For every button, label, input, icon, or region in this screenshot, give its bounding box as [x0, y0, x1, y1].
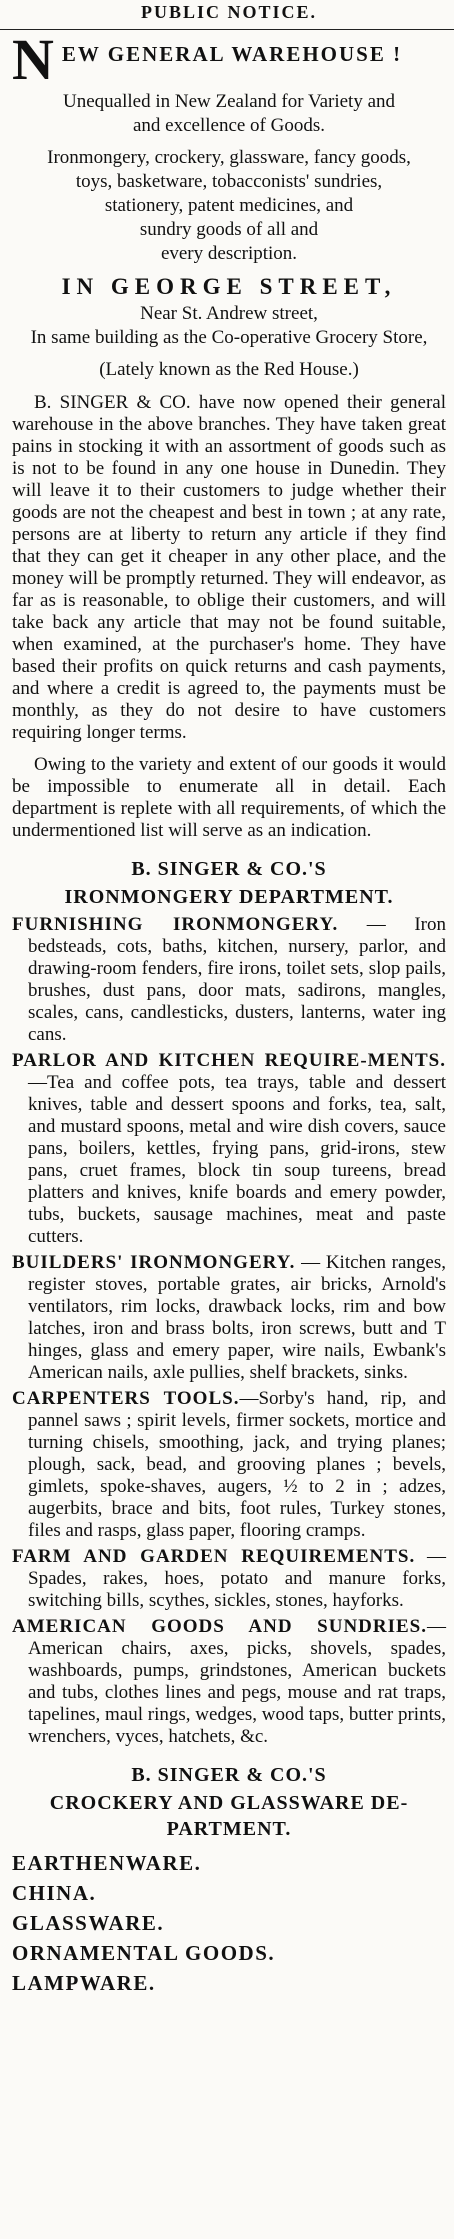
location-block	[12, 274, 446, 382]
intro-line-2: and excellence of Goods.	[132, 115, 326, 136]
goods-line-4: sundry goods of all and	[139, 219, 319, 240]
item-builders	[12, 1252, 446, 1384]
building-line: In same building as the Co-operative Grocery Store,	[30, 327, 428, 348]
item-american	[12, 1616, 446, 1748]
item-text: —Spades, rakes, hoes, potato and manure forks, switching bills, scythes, sickles, stones, hayforks.	[28, 1546, 446, 1611]
formerly-line: (Lately known as the Red House.)	[99, 359, 359, 380]
item-title: FURNISHING IRONMONGERY.	[12, 914, 339, 935]
top-rule	[0, 29, 454, 30]
crockery-heading-block	[12, 1762, 446, 1842]
list-item: CHINA.	[12, 1881, 97, 1905]
public-notice-heading: PUBLIC NOTICE.	[140, 2, 318, 22]
item-title: FARM AND GARDEN REQUIREMENTS.	[12, 1546, 416, 1567]
street-heading: IN GEORGE STREET,	[61, 274, 397, 299]
crockery-list	[12, 1848, 446, 1998]
item-title: AMERICAN GOODS AND SUNDRIES.	[12, 1616, 427, 1637]
item-farm-garden	[12, 1546, 446, 1612]
item-text: — Iron bedsteads, cots, baths, kitchen, nursery, parlor, and drawing-room fenders, fire irons, toilet sets, slop pails, brushes, dust pans, door mats, sadirons, mangles, scales, cans, candlesticks, dusters, lanterns, water ing cans.	[28, 914, 447, 1045]
crockery-heading-2: CROCKERY AND GLASSWARE DE-PARTMENT.	[49, 1792, 409, 1840]
item-title: CARPENTERS TOOLS.	[12, 1388, 240, 1409]
item-carpenters	[12, 1388, 446, 1542]
ironmongery-heading-2: IRONMONGERY DEPARTMENT.	[64, 886, 394, 908]
list-item: GLASSWARE.	[12, 1911, 165, 1935]
near-line: Near St. Andrew street,	[140, 303, 318, 324]
goods-line-1: Ironmongery, crockery, glassware, fancy goods,	[47, 147, 411, 168]
ironmongery-heading-block	[12, 856, 446, 910]
item-title: PARLOR AND KITCHEN REQUIRE-MENTS.	[12, 1050, 446, 1071]
paragraph-1: B. SINGER & CO. have now opened their general warehouse in the above branches. They have taken great pains in stocking it with an assortment of goods such as is not to be found in any one house in Dunedin. They will leave it to their customers to judge whether their goods are not the cheapest and best in town ; at any rate, persons are at liberty to return any article if they find that they can get it cheaper in any other place, and the money will be promptly returned. They will endeavor, as far as is reasonable, to oblige their customers, and will take back any article that may not be found suitable, when examined, at the purchaser's home. They have based their profits on quick returns and cash payments, and where a credit is agreed to, the payments must be monthly, as they do not desire to have customers requiring longer terms.	[12, 392, 446, 743]
list-item: LAMPWARE.	[12, 1971, 156, 1995]
warehouse-title	[12, 27, 446, 92]
goods-block	[12, 146, 446, 266]
item-text: —Sorby's hand, rip, and pannel saws ; spirit levels, firmer sockets, mortice and turning chisels, smoothing, jack, and trying planes; plough, sack, bead, and grooving planes ; bevels, gimlets, spoke-shaves, augers, ½ to 2 in ; adzes, augerbits, brace and bits, foot rules, Turkey stones, files and rasps, glass paper, flooring cramps.	[28, 1388, 446, 1541]
title-dropcap: N	[12, 27, 54, 92]
goods-line-2: toys, basketware, tobacconists' sundries,	[75, 171, 383, 192]
goods-line-5: every description.	[160, 243, 298, 264]
crockery-heading-1: B. SINGER & CO.'S	[131, 1764, 327, 1786]
ironmongery-heading-1: B. SINGER & CO.'S	[131, 858, 327, 880]
intro-line-1: Unequalled in New Zealand for Variety and	[62, 91, 396, 112]
item-text: — American chairs, axes, picks, shovels, spades, washboards, pumps, grindstones, American buckets and tubs, clothes lines and pegs, mouse and rat traps, tapelines, maul rings, wedges, wood taps, butter prints, wrenchers, vyces, hatchets, &c.	[28, 1616, 446, 1747]
list-item: EARTHENWARE.	[12, 1851, 202, 1875]
item-text: — Kitchen ranges, register stoves, portable grates, air bricks, Arnold's ventilators, rim locks, drawback locks, rim and bow latches, iron and brass bolts, iron screws, butt and T hinges, glass and emery paper, wire nails, Ewbank's American nails, axle pullies, shelf brackets, sinks.	[28, 1252, 446, 1383]
title-text: EW GENERAL WAREHOUSE !	[61, 42, 403, 66]
list-item: ORNAMENTAL GOODS.	[12, 1941, 276, 1965]
item-furnishing	[12, 914, 446, 1046]
item-parlor-kitchen	[12, 1050, 446, 1248]
intro-block	[12, 90, 446, 138]
paragraph-2: Owing to the variety and extent of our goods it would be impossible to enumerate all in detail. Each department is replete with all requirements, of which the undermentioned list will serve as an indication.	[12, 754, 446, 841]
item-text: —Tea and coffee pots, tea trays, table and dessert knives, table and dessert spoons and forks, tea, salt, and mustard spoons, metal and wire dish covers, sauce pans, boilers, kettles, frying pans, grid-irons, stew pans, cruet frames, block tin soup tureens, bread platters and knives, knife boards and emery powder, tubs, buckets, sausage machines, meat and paste cutters.	[28, 1072, 446, 1247]
goods-line-3: stationery, patent medicines, and	[104, 195, 354, 216]
item-title: BUILDERS' IRONMONGERY.	[12, 1252, 296, 1273]
